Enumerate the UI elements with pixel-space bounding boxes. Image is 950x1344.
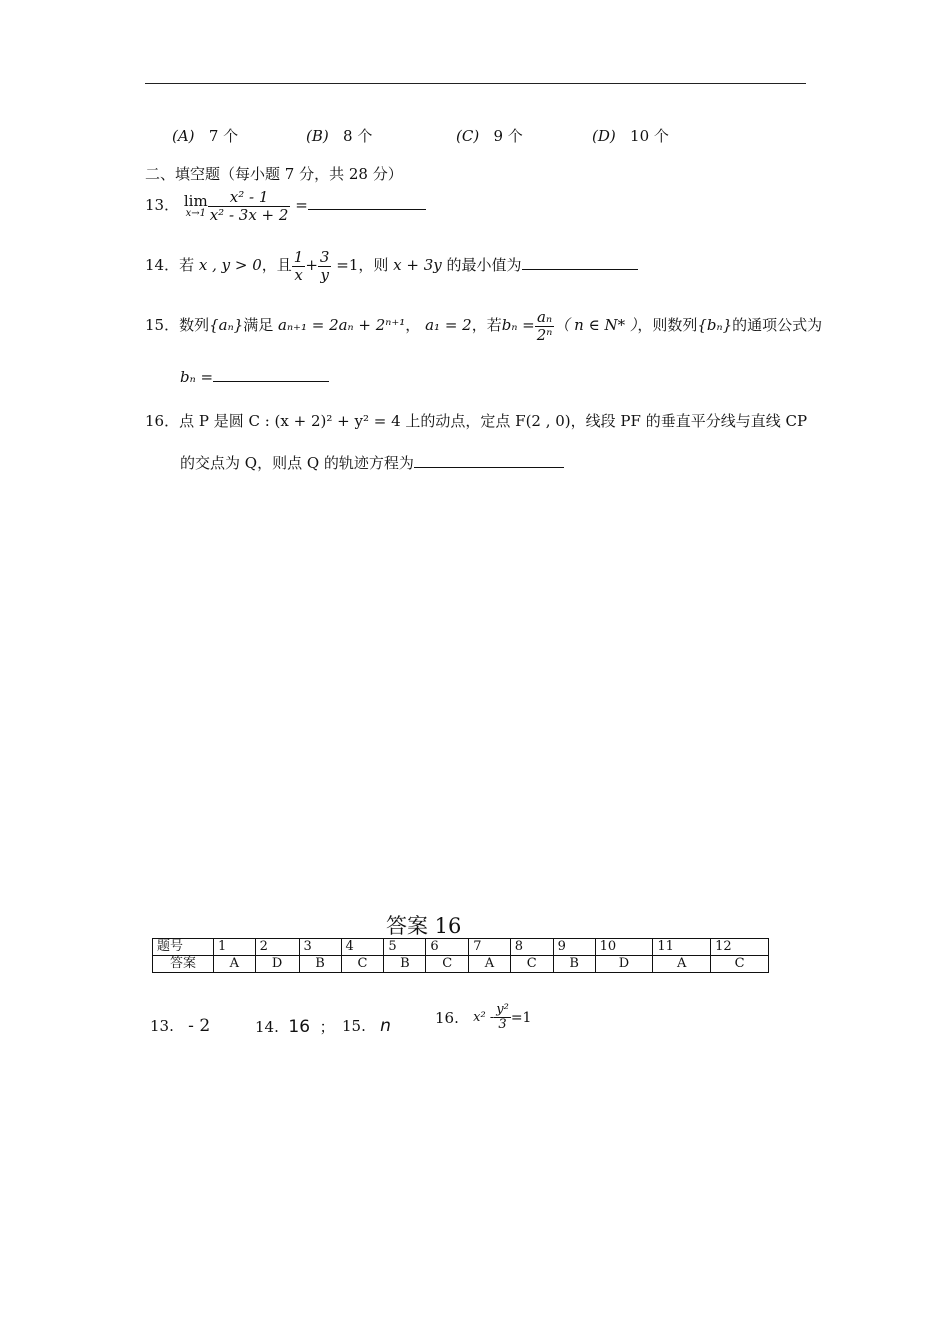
table-cell: B [384, 956, 426, 973]
table-cell: A [653, 956, 711, 973]
text: ，则 [358, 256, 389, 274]
question-15-line2 [180, 367, 329, 386]
fraction-numerator: aₙ [535, 309, 555, 327]
math-lhs: bₙ = [180, 368, 214, 386]
answer-blank[interactable] [308, 195, 426, 210]
answer-label: 13. [150, 1017, 174, 1035]
question-text: 的交点为 Q，则点 Q 的轨迹方程为 [180, 454, 414, 472]
answer-blank[interactable] [522, 255, 638, 270]
text: ，若 [471, 316, 502, 334]
math-expression: x + 3y [393, 256, 442, 274]
text: 的最小值为 [446, 256, 522, 274]
question-number: 14． [145, 256, 180, 274]
choice-value: 7 个 [208, 127, 239, 145]
fraction [494, 1003, 511, 1033]
question-number: 13． [145, 196, 180, 214]
table-cell: 9 [553, 939, 595, 956]
limit-operator [183, 191, 208, 219]
answer-math: =1 [510, 1009, 532, 1026]
fraction [292, 249, 306, 283]
choice-letter: (D) [592, 127, 616, 145]
table-cell: 2 [255, 939, 299, 956]
question-16 [145, 410, 807, 431]
lim-text: lim [183, 191, 208, 210]
fraction-numerator: 1 [293, 248, 304, 266]
table-cell: B [553, 956, 595, 973]
choice-letter: (B) [306, 127, 329, 145]
text: 若 [179, 256, 195, 274]
choice-value: 8 个 [343, 127, 373, 145]
choice-letter: (C) [456, 127, 480, 145]
lim-subscript: x→1 [185, 207, 206, 219]
choice-b [306, 125, 372, 146]
table-cell: A [214, 956, 256, 973]
question-14 [145, 249, 638, 283]
table-cell: 4 [341, 939, 384, 956]
row-label: 题号 [153, 939, 214, 956]
fraction [208, 189, 291, 223]
fraction-numerator: 3 [319, 248, 330, 266]
table-cell: 7 [469, 939, 511, 956]
answer-math: x² - [473, 1010, 495, 1026]
fraction-numerator: y² [496, 1002, 509, 1017]
table-row [153, 939, 769, 956]
answer-label: 15. [342, 1017, 366, 1035]
fraction-denominator: 3 [498, 1017, 507, 1033]
choice-value: 10 个 [630, 127, 669, 145]
answer-13 [150, 1016, 210, 1036]
question-16-line2 [180, 452, 564, 473]
table-cell: D [255, 956, 299, 973]
math-domain: （ n ∈ N* ） [554, 316, 638, 334]
header-rule [145, 83, 806, 84]
table-cell: C [341, 956, 384, 973]
fraction-denominator: 2ⁿ [536, 325, 553, 344]
question-15 [145, 309, 822, 343]
math-recurrence: aₙ₊₁ = 2aₙ + 2ⁿ⁺¹ [278, 316, 406, 334]
math-lhs: bₙ = [501, 316, 535, 334]
table-cell: C [510, 956, 553, 973]
table-cell: B [299, 956, 341, 973]
choice-c [456, 125, 523, 146]
text: 满足 [243, 316, 274, 334]
fraction-denominator: x² - 3x + 2 [209, 205, 289, 224]
table-cell: C [426, 956, 469, 973]
text: 的通项公式为 [732, 316, 823, 334]
separator: ； [319, 1018, 335, 1036]
math-initial: a₁ = 2 [425, 316, 472, 334]
plus: + [305, 256, 318, 274]
table-cell: 8 [510, 939, 553, 956]
answer-value: n [380, 1016, 391, 1036]
fraction [535, 309, 555, 343]
table-cell: C [711, 956, 769, 973]
answer-label: 14. [255, 1018, 279, 1036]
table-cell: D [595, 956, 653, 973]
table-cell: 12 [711, 939, 769, 956]
table-row [153, 956, 769, 973]
choice-value: 9 个 [493, 127, 523, 145]
table-cell: 10 [595, 939, 653, 956]
answer-value: 16 [288, 1017, 311, 1037]
math-condition: x , y > 0 [198, 256, 262, 274]
answer-15 [342, 1016, 391, 1036]
answer-label: 16. [435, 1008, 459, 1027]
fraction [318, 249, 332, 283]
fraction-denominator: y [320, 265, 329, 284]
question-number: 15． [145, 316, 180, 334]
answer-blank[interactable] [213, 367, 329, 382]
table-cell: A [469, 956, 511, 973]
answer-table [152, 938, 769, 973]
table-cell: 1 [214, 939, 256, 956]
table-cell: 3 [299, 939, 341, 956]
table-cell: 6 [426, 939, 469, 956]
question-number: 16． [145, 412, 180, 430]
answer-14 [255, 1016, 335, 1037]
text: ，且 [261, 256, 292, 274]
math-sequence: {bₙ} [697, 316, 733, 334]
question-13 [145, 189, 426, 223]
answer-blank[interactable] [414, 453, 564, 468]
equals: = [295, 196, 308, 214]
text: ， [405, 316, 421, 334]
question-text: 点 P 是圆 C : (x + 2)² + y² = 4 上的动点，定点 F(2 , 0)，线段 PF 的垂直平分线与直线 CP [179, 412, 808, 430]
equals-one: =1 [336, 256, 359, 274]
text: ，则数列 [637, 316, 698, 334]
choice-d [592, 125, 669, 146]
answer-title: 答案 16 [386, 914, 462, 938]
row-label: 答案 [153, 956, 214, 973]
choice-a [172, 125, 238, 146]
math-sequence: {aₙ} [209, 316, 244, 334]
table-cell: 5 [384, 939, 426, 956]
fraction-numerator: x² - 1 [208, 189, 291, 207]
fraction-denominator: x [294, 265, 303, 284]
answer-16 [435, 1003, 531, 1033]
table-cell: 11 [653, 939, 711, 956]
section-title: 二、填空题（每小题 7 分，共 28 分） [145, 165, 403, 183]
choice-letter: (A) [172, 127, 195, 145]
text: 数列 [179, 316, 210, 334]
answer-value: - 2 [188, 1016, 211, 1036]
